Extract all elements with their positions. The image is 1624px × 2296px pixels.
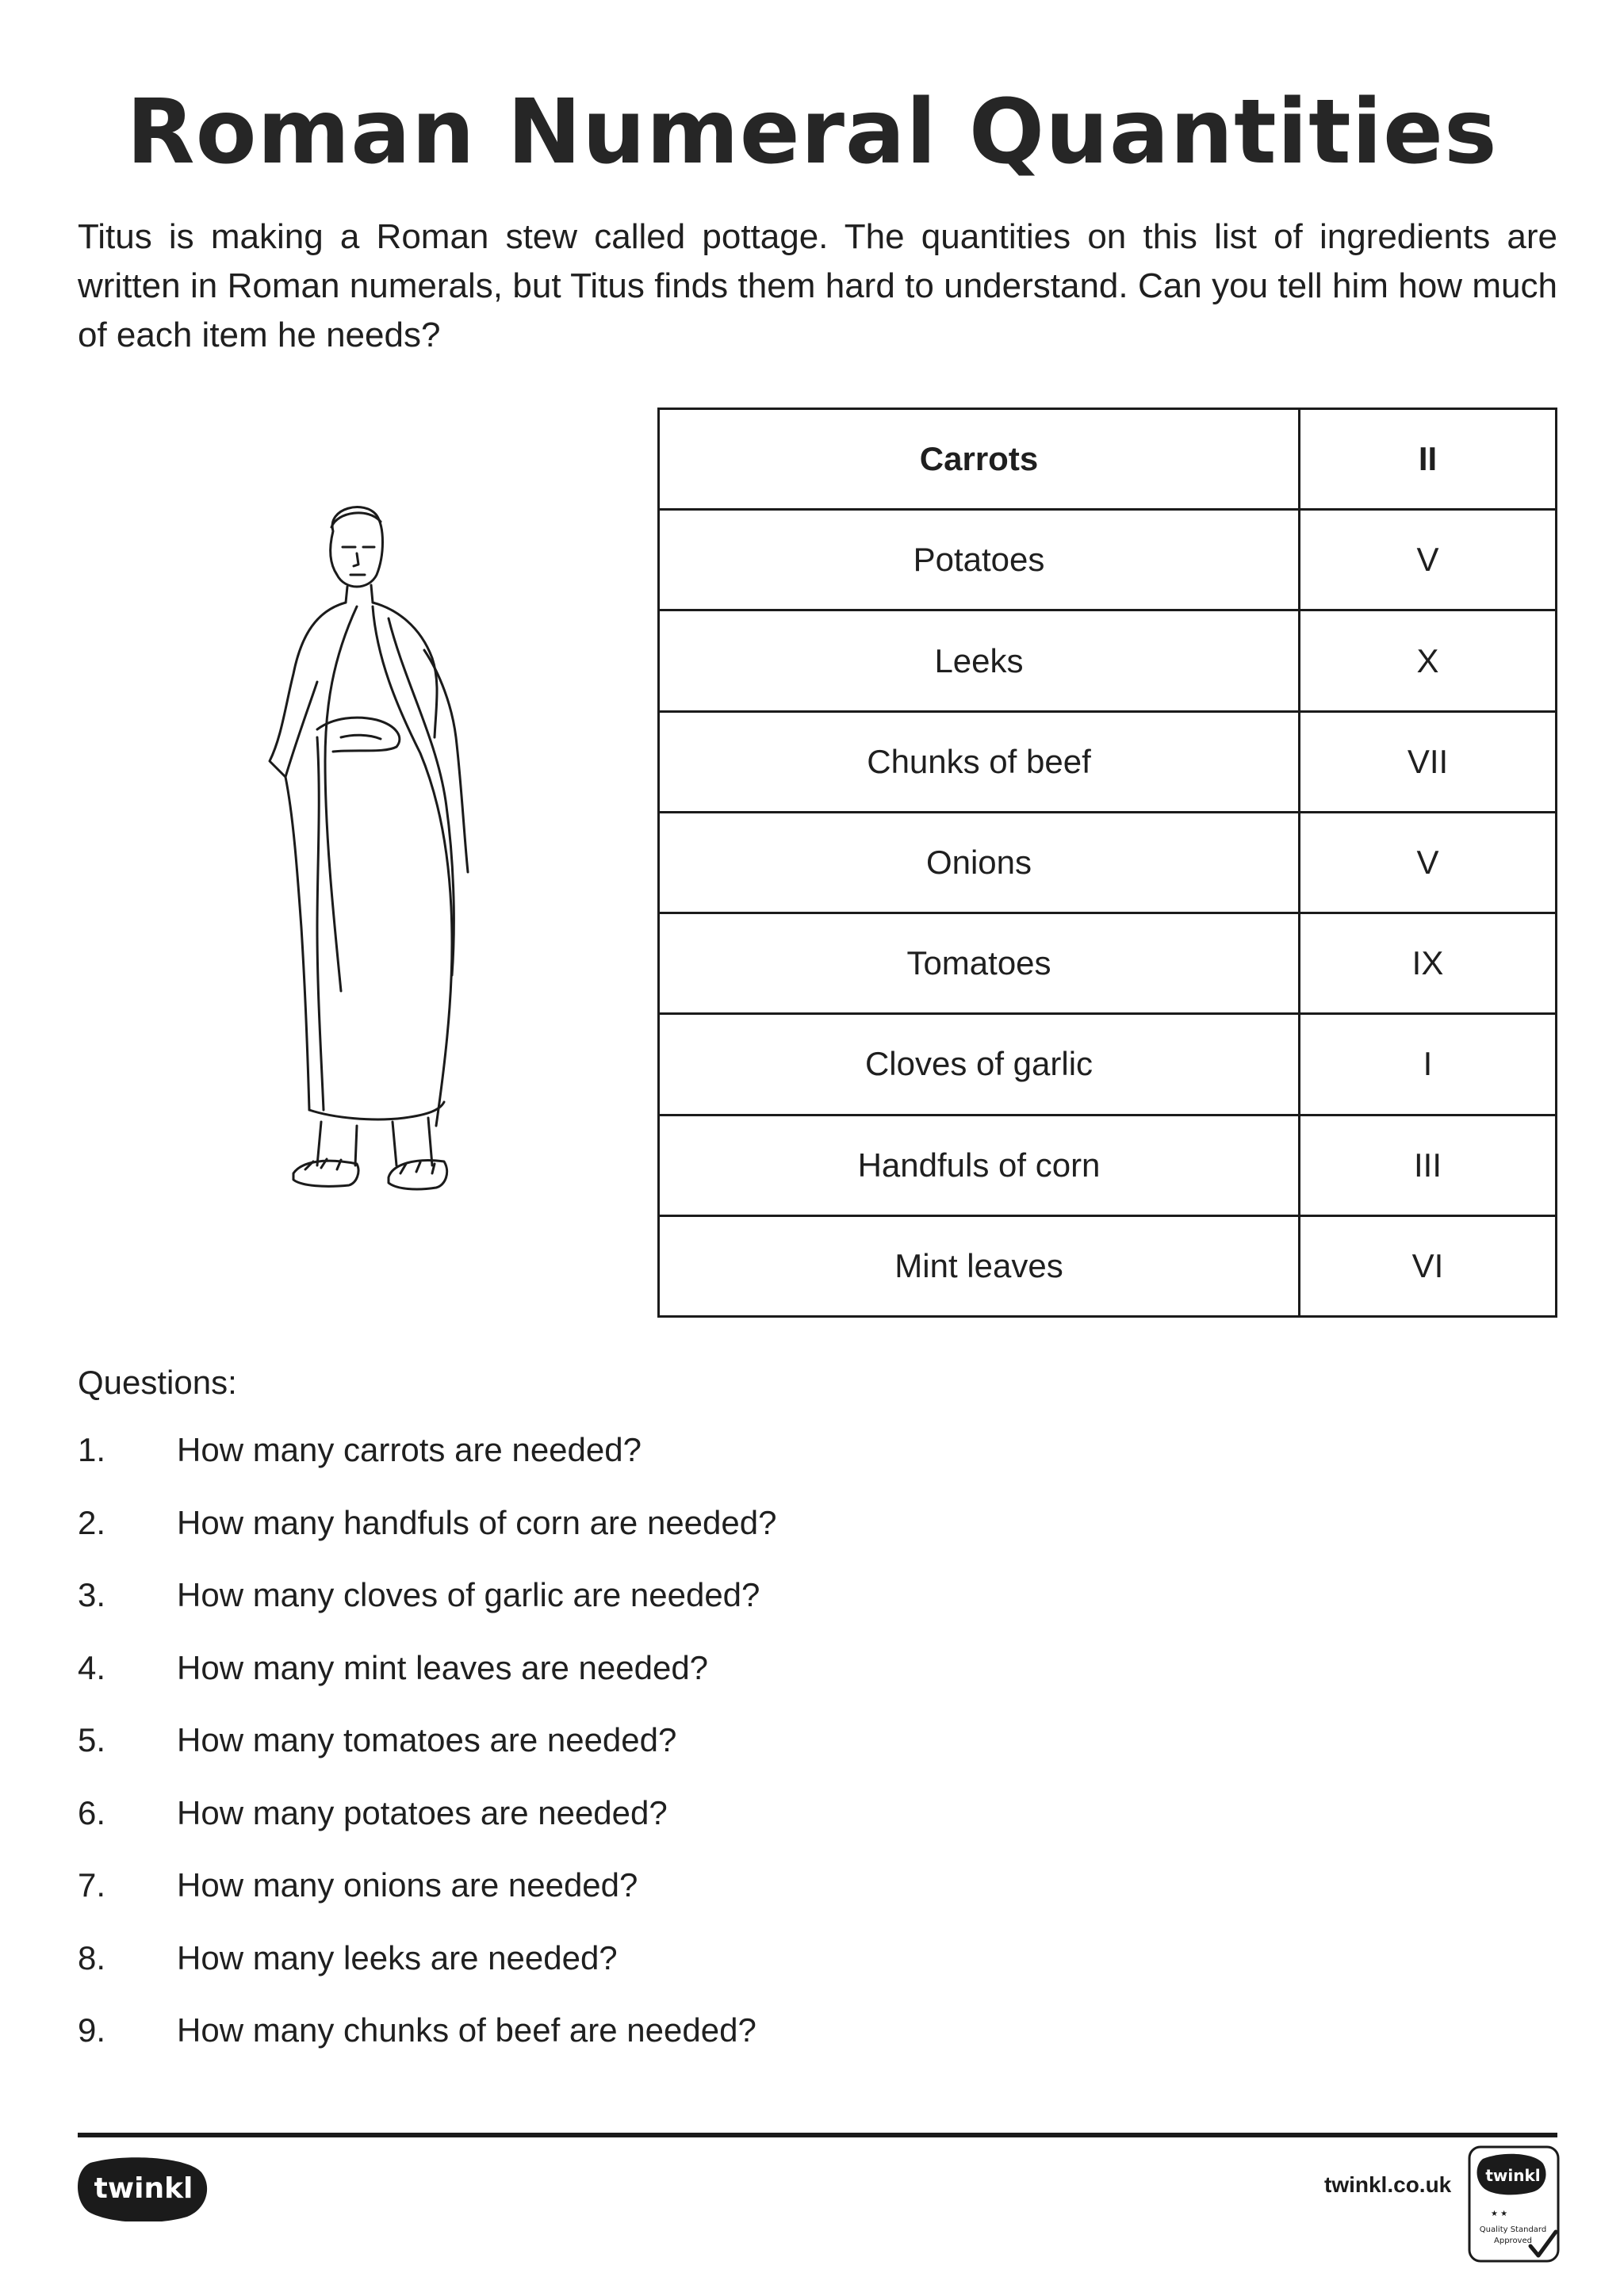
ingredient-name: Cloves of garlic [659, 1014, 1300, 1115]
table-row [659, 913, 1557, 1014]
question-number: 4. [78, 1648, 106, 1686]
ingredient-name: Chunks of beef [659, 711, 1300, 812]
ingredient-numeral: X [1300, 610, 1557, 711]
ingredient-numeral: VII [1300, 711, 1557, 812]
question-number: 7. [78, 1866, 106, 1904]
table-row [659, 1115, 1557, 1215]
page-title: Roman Numeral Quantities [126, 81, 1498, 184]
question-text: How many handfuls of corn are needed? [177, 1503, 777, 1541]
ingredient-name: Leeks [659, 610, 1300, 711]
ingredient-numeral: V [1300, 812, 1557, 913]
question-item [78, 1431, 1505, 1504]
question-number: 1. [78, 1431, 106, 1468]
table-row [659, 711, 1557, 812]
twinkl-logo [76, 2156, 211, 2221]
logo-text: twinkl [94, 2172, 193, 2205]
ingredient-name: Carrots [659, 409, 1300, 510]
question-number: 3. [78, 1576, 106, 1613]
badge-logo-text: twinkl [1485, 2166, 1541, 2185]
quality-badge [1467, 2145, 1561, 2263]
ingredient-numeral: II [1300, 409, 1557, 510]
badge-stars: ★ ★ [1491, 2210, 1508, 2218]
question-item [78, 1721, 1505, 1794]
roman-figure-illustration [238, 499, 523, 1229]
site-url: twinkl.co.uk [1324, 2172, 1452, 2197]
ingredient-name: Onions [659, 812, 1300, 913]
questions-list [78, 1431, 1505, 2084]
table-row [659, 409, 1557, 510]
question-text: How many mint leaves are needed? [177, 1648, 709, 1686]
question-number: 8. [78, 1938, 106, 1976]
question-number: 6. [78, 1793, 106, 1831]
footer-divider [78, 2133, 1557, 2137]
question-item [78, 2011, 1505, 2084]
question-text: How many onions are needed? [177, 1866, 638, 1904]
question-number: 2. [78, 1503, 106, 1541]
question-text: How many carrots are needed? [177, 1431, 642, 1468]
question-text: How many potatoes are needed? [177, 1793, 668, 1831]
table-row [659, 610, 1557, 711]
ingredient-name: Tomatoes [659, 913, 1300, 1014]
ingredients-table [657, 408, 1557, 1318]
question-number: 9. [78, 2011, 106, 2049]
ingredient-numeral: VI [1300, 1215, 1557, 1316]
question-item [78, 1794, 1505, 1867]
badge-text-line2: Approved [1494, 2237, 1532, 2245]
question-item [78, 1649, 1505, 1722]
question-number: 5. [78, 1721, 106, 1758]
ingredient-numeral: IX [1300, 913, 1557, 1014]
table-row [659, 1215, 1557, 1316]
question-text: How many tomatoes are needed? [177, 1721, 677, 1758]
table-row [659, 510, 1557, 610]
ingredient-numeral: III [1300, 1115, 1557, 1215]
table-row [659, 812, 1557, 913]
question-item [78, 1504, 1505, 1577]
question-text: How many leeks are needed? [177, 1938, 618, 1976]
question-item [78, 1866, 1505, 1939]
badge-text-line1: Quality Standard [1479, 2225, 1547, 2234]
ingredient-numeral: V [1300, 510, 1557, 610]
ingredient-numeral: I [1300, 1014, 1557, 1115]
ingredient-name: Handfuls of corn [659, 1115, 1300, 1215]
ingredient-name: Mint leaves [659, 1215, 1300, 1316]
question-item [78, 1576, 1505, 1649]
question-item [78, 1939, 1505, 2012]
questions-heading: Questions: [78, 1364, 237, 1401]
question-text: How many cloves of garlic are needed? [177, 1576, 760, 1613]
table-row [659, 1014, 1557, 1115]
ingredient-name: Potatoes [659, 510, 1300, 610]
intro-paragraph: Titus is making a Roman stew called pottage. The quantities on this list of ingredients are written in Roman numerals, but Titus finds them hard to understand. Can you tell him how much of each item he needs? [78, 217, 1557, 354]
question-text: How many chunks of beef are needed? [177, 2011, 756, 2049]
